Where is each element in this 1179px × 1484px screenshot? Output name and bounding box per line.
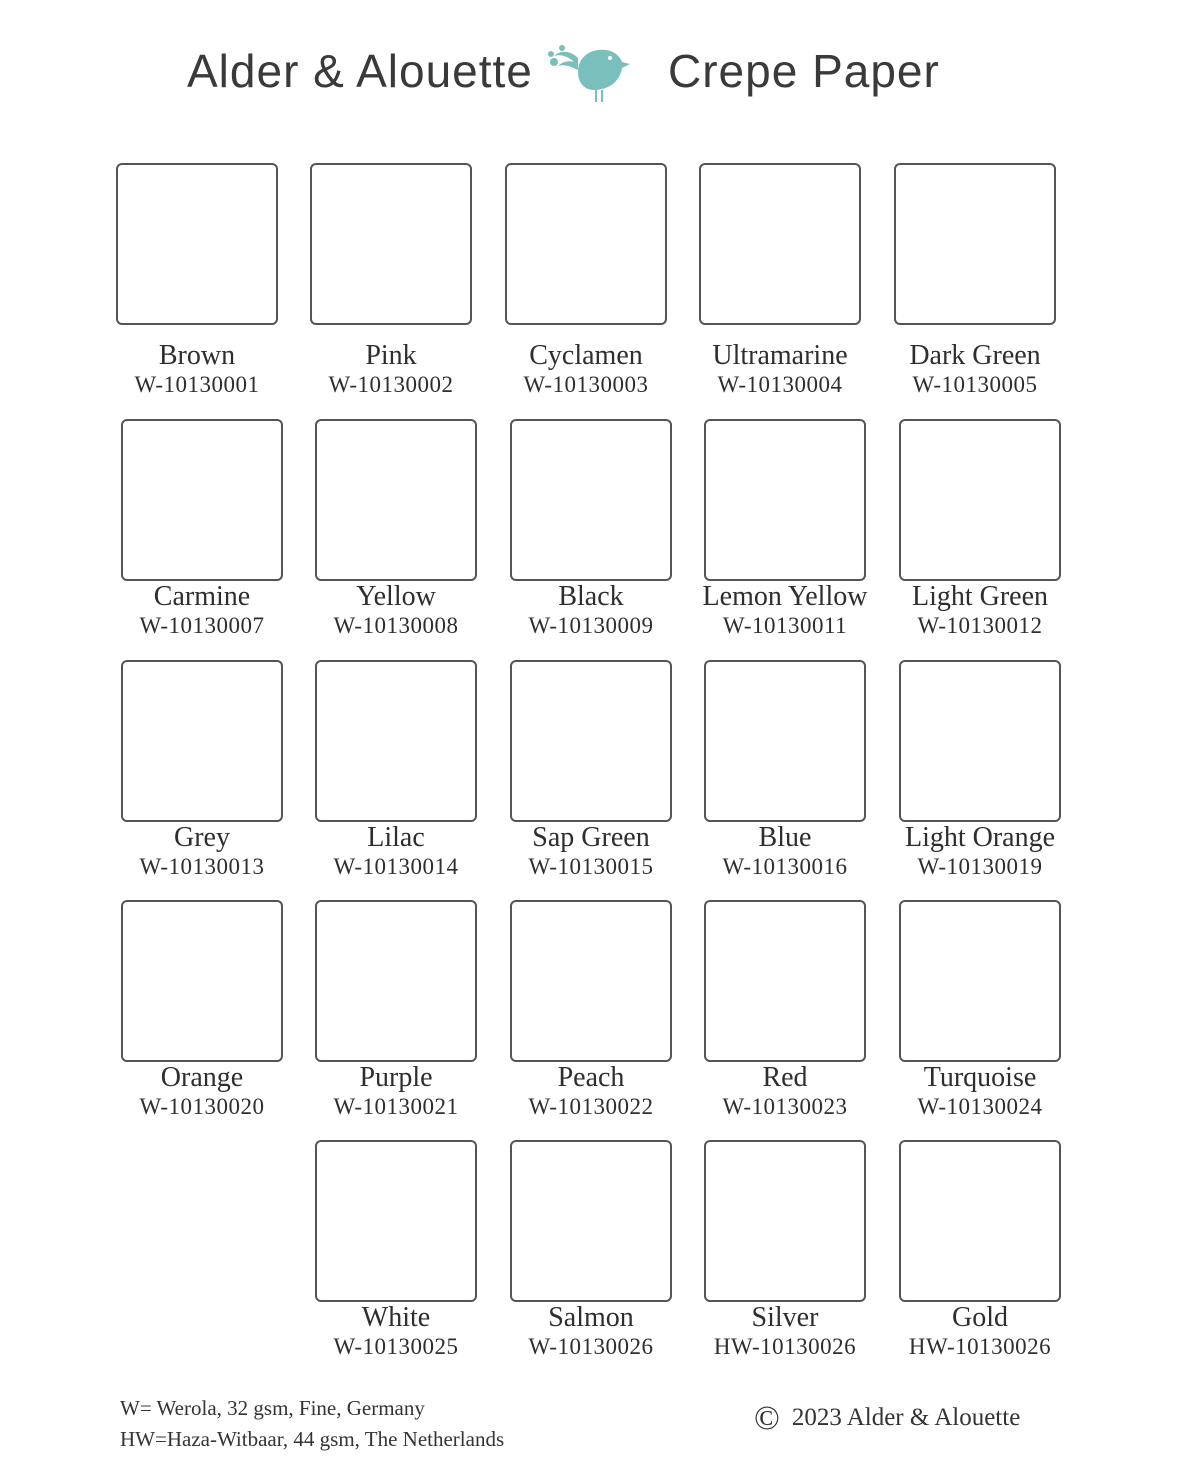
swatch-label [286, 823, 506, 881]
swatch-code: HW-10130026 [713, 1334, 857, 1359]
swatch-label [481, 1063, 701, 1121]
swatch-code: W-10130002 [328, 372, 454, 397]
legend [120, 1393, 504, 1455]
swatch-code: W-10130009 [528, 613, 654, 638]
swatch-box [315, 660, 477, 822]
swatch-label [870, 823, 1090, 881]
legend-haza-witbaar: HW=Haza-Witbaar, 44 gsm, The Netherlands [120, 1427, 505, 1451]
product-title: Crepe Paper [668, 45, 940, 97]
swatch-name: Red [762, 1062, 808, 1093]
swatch-label [87, 341, 307, 399]
swatch-box [704, 419, 866, 581]
swatch-name: White [361, 1302, 431, 1333]
swatch-code: W-10130019 [917, 854, 1043, 879]
swatch-box [704, 660, 866, 822]
swatch-label [286, 1063, 506, 1121]
swatch-code: W-10130007 [139, 613, 265, 638]
swatch-box [704, 1140, 866, 1302]
swatch-box [899, 900, 1061, 1062]
brand-title: Alder & Alouette [187, 45, 533, 97]
swatch-code: W-10130016 [722, 854, 848, 879]
swatch-code: W-10130008 [333, 613, 459, 638]
swatch-label [286, 1303, 506, 1361]
swatch-name: Yellow [356, 581, 436, 612]
swatch-label [675, 1303, 895, 1361]
swatch-box [510, 419, 672, 581]
swatch-code: W-10130014 [333, 854, 459, 879]
legend-werola: W= Werola, 32 gsm, Fine, Germany [120, 1396, 425, 1420]
swatch-label [481, 1303, 701, 1361]
swatch-code: W-10130013 [139, 854, 265, 879]
swatch-name: Dark Green [909, 340, 1041, 371]
swatch-label [481, 582, 701, 640]
swatch-box [899, 419, 1061, 581]
swatch-code: W-10130022 [528, 1094, 654, 1119]
swatch-label [870, 1063, 1090, 1121]
swatch-code: W-10130004 [717, 372, 843, 397]
swatch-label [92, 1063, 312, 1121]
swatch-box [510, 900, 672, 1062]
swatch-label [670, 341, 890, 399]
swatch-code: HW-10130026 [908, 1334, 1052, 1359]
swatch-name: Grey [174, 822, 230, 853]
swatch-box [699, 163, 861, 325]
swatch-name: Sap Green [532, 822, 650, 853]
copyright-text: 2023 Alder & Alouette [791, 1404, 1021, 1431]
swatch-label [870, 1303, 1090, 1361]
copyright [754, 1400, 1020, 1438]
swatch-name: Ultramarine [712, 340, 848, 371]
swatch-box [899, 660, 1061, 822]
swatch-code: W-10130011 [722, 613, 848, 638]
swatch-code: W-10130001 [134, 372, 260, 397]
swatch-box [510, 1140, 672, 1302]
swatch-box [704, 900, 866, 1062]
swatch-box [315, 419, 477, 581]
swatch-box [899, 1140, 1061, 1302]
swatch-box [315, 1140, 477, 1302]
swatch-name: Cyclamen [529, 340, 643, 371]
swatch-code: W-10130025 [333, 1334, 459, 1359]
swatch-code: W-10130005 [912, 372, 1038, 397]
swatch-box [505, 163, 667, 325]
swatch-box [315, 900, 477, 1062]
swatch-code: W-10130003 [523, 372, 649, 397]
swatch-box [121, 900, 283, 1062]
swatch-code: W-10130024 [917, 1094, 1043, 1119]
swatch-label [92, 582, 312, 640]
swatch-label [675, 1063, 895, 1121]
swatch-name: Lemon Yellow [702, 581, 868, 612]
swatch-label [481, 823, 701, 881]
swatch-code: W-10130012 [917, 613, 1043, 638]
swatch-label [870, 582, 1090, 640]
page-header [0, 0, 1179, 130]
swatch-label [675, 823, 895, 881]
swatch-box [116, 163, 278, 325]
swatch-box [121, 660, 283, 822]
swatch-box [894, 163, 1056, 325]
swatch-label [675, 582, 895, 640]
swatch-label [865, 341, 1085, 399]
swatch-name: Turquoise [923, 1062, 1037, 1093]
swatch-name: Peach [557, 1062, 625, 1093]
swatch-name: Purple [359, 1062, 433, 1093]
swatch-box [510, 660, 672, 822]
swatch-label [286, 582, 506, 640]
swatch-name: Salmon [548, 1302, 634, 1333]
swatch-box [310, 163, 472, 325]
swatch-label [476, 341, 696, 399]
swatch-name: Carmine [153, 581, 251, 612]
swatch-name: Blue [758, 822, 812, 853]
swatch-box [121, 419, 283, 581]
swatch-name: Silver [751, 1302, 819, 1333]
swatch-label [92, 823, 312, 881]
swatch-code: W-10130026 [528, 1334, 654, 1359]
copyright-icon: © [754, 1400, 780, 1437]
swatch-name: Brown [158, 340, 236, 371]
swatch-code: W-10130015 [528, 854, 654, 879]
swatch-code: W-10130023 [722, 1094, 848, 1119]
swatch-label [281, 341, 501, 399]
swatch-code: W-10130020 [139, 1094, 265, 1119]
swatch-name: Black [558, 581, 624, 612]
swatch-name: Light Orange [904, 822, 1056, 853]
swatch-name: Light Green [911, 581, 1049, 612]
swatch-name: Pink [365, 340, 417, 371]
bird-icon [548, 42, 632, 104]
swatch-code: W-10130021 [333, 1094, 459, 1119]
swatch-name: Gold [952, 1302, 1008, 1333]
swatch-name: Lilac [367, 822, 425, 853]
swatch-name: Orange [160, 1062, 244, 1093]
